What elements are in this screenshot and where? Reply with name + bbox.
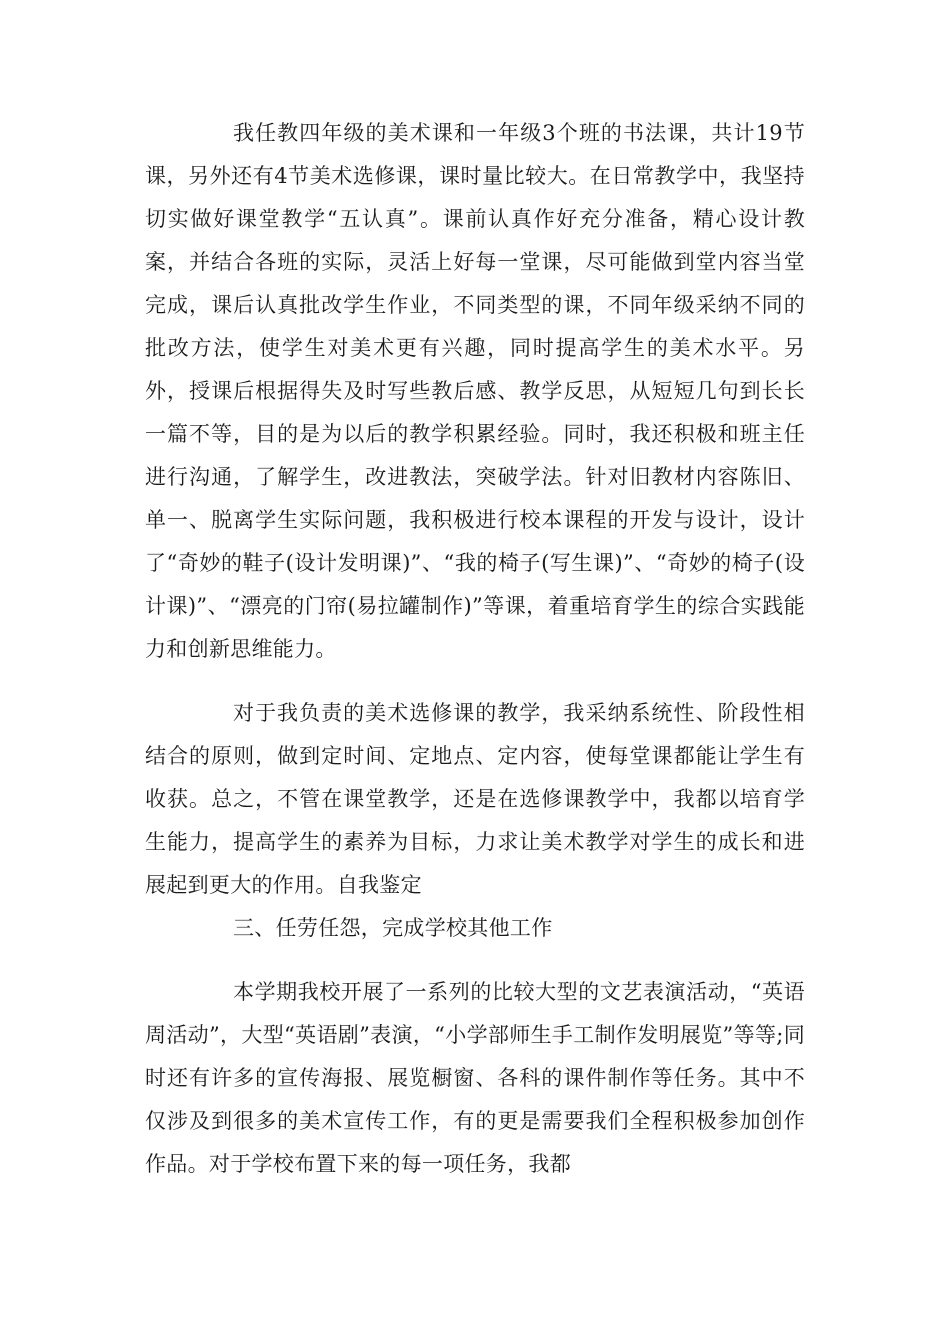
- paragraph-elective-course: 对于我负责的美术选修课的教学，我采纳系统性、阶段性相结合的原则，做到定时间、定地点、定内容，使每堂课都能让学生有收获。总之，不管在课堂教学，还是在选修课教学中，我都以培育学生能力，提高学生的素养为目标，力求让美术教学对学生的成长和进展起到更大的作用。自我鉴定: [145, 701, 805, 897]
- paragraph-teaching-work: 我任教四年级的美术课和一年级3个班的书法课，共计19节课，另外还有4节美术选修课，课时量比较大。在日常教学中，我坚持切实做好课堂教学“五认真”。课前认真作好充分准备，精心设计教案，并结合各班的实际，灵活上好每一堂课，尽可能做到堂内容当堂完成，课后认真批改学生作业，不同类型的课，不同年级采纳不同的批改方法，使学生对美术更有兴趣，同时提高学生的美术水平。另外，授课后根据得失及时写些教后感、教学反思，从短短几句到长长一篇不等，目的是为以后的教学积累经验。同时，我还积极和班主任进行沟通，了解学生，改进教法，突破学法。针对旧教材内容陈旧、单一、脱离学生实际问题，我积极进行校本课程的开发与设计，设计了“奇妙的鞋子(设计发明课)”、“我的椅子(写生课)”、“奇妙的椅子(设计课)”、“漂亮的门帘(易拉罐制作)”等课，着重培育学生的综合实践能力和创新思维能力。: [145, 121, 805, 661]
- section-heading: 三、任劳任怨，完成学校其他工作: [233, 916, 553, 940]
- document-body: [145, 112, 805, 1186]
- paragraph-school-activities: 本学期我校开展了一系列的比较大型的文艺表演活动，“英语周活动”，大型“英语剧”表演，“小学部师生手工制作发明展览”等等;同时还有许多的宣传海报、展览橱窗、各科的课件制作等任务。其中不仅涉及到很多的美术宣传工作，有的更是需要我们全程积极参加创作作品。对于学校布置下来的每一项任务，我都: [145, 980, 805, 1176]
